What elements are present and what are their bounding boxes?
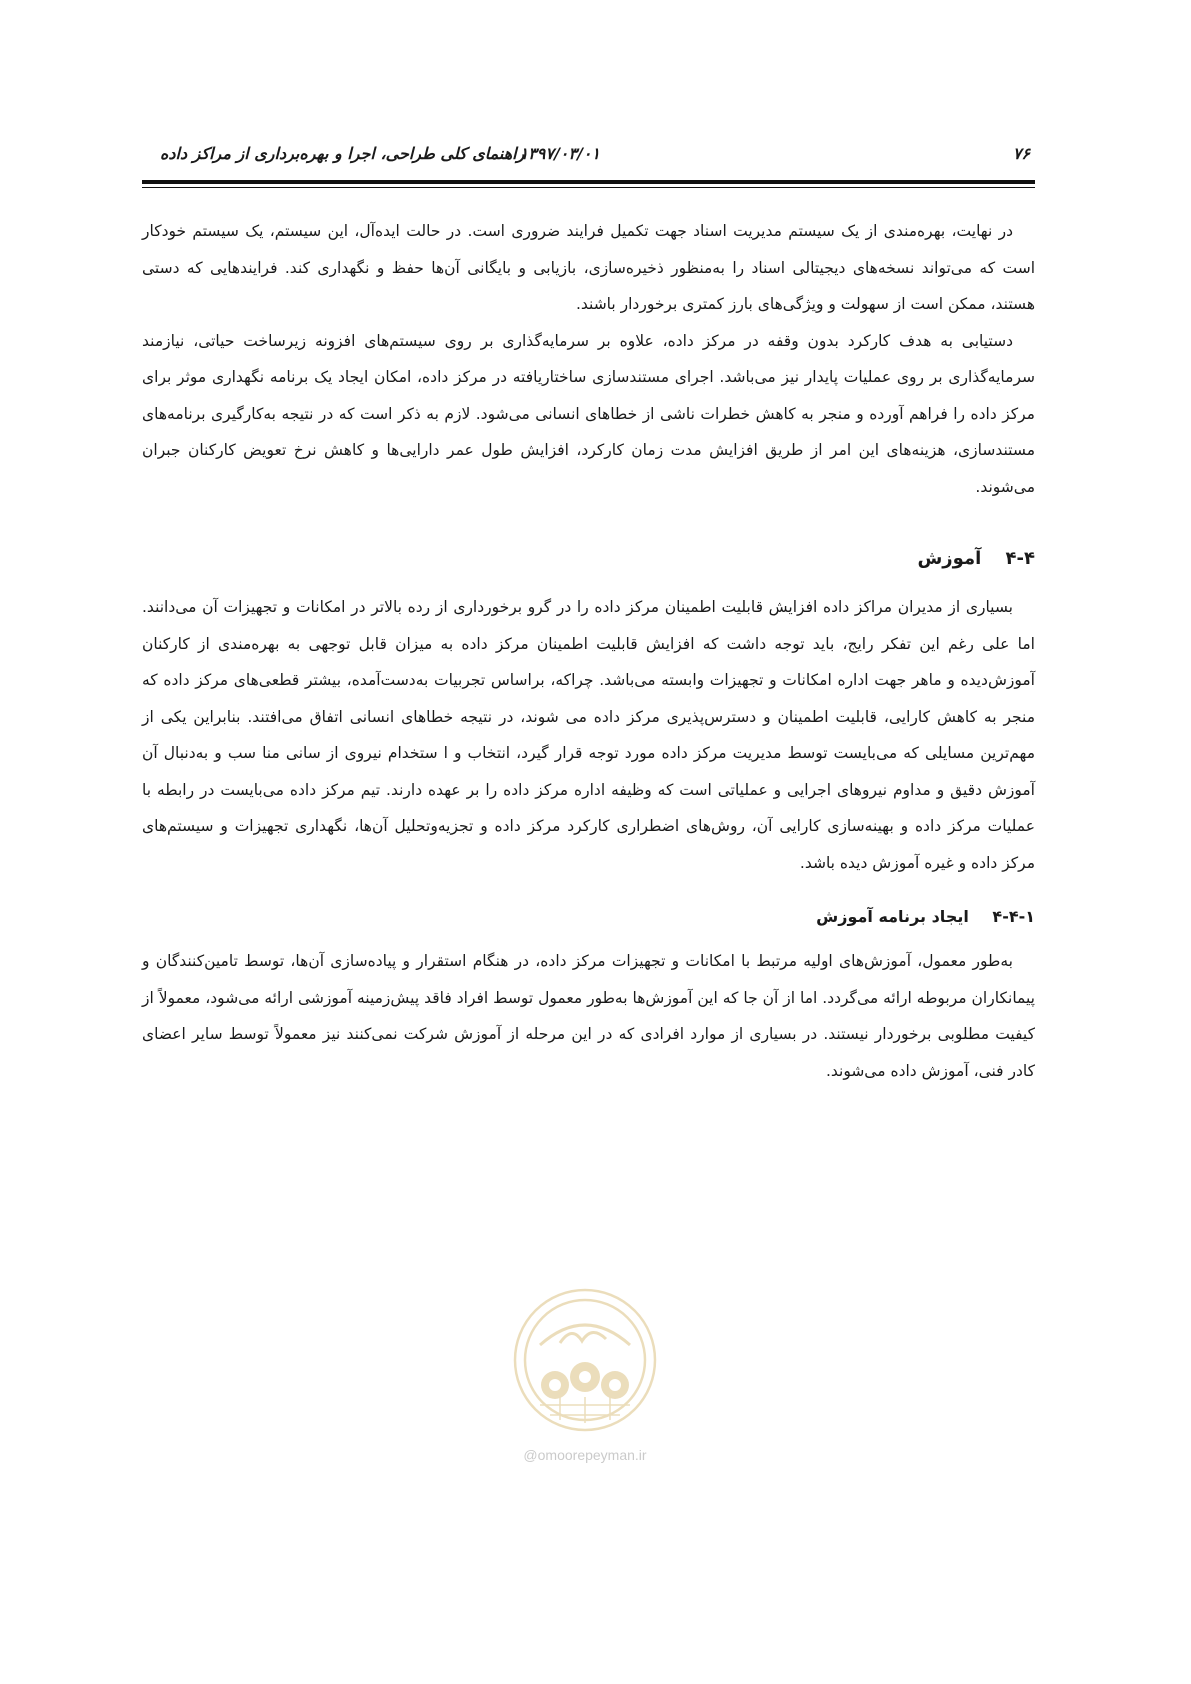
section-title: آموزش [917,548,982,569]
subsection-heading [142,897,1035,937]
running-title: راهنمای کلی طراحی، اجرا و بهره‌برداری از مراکز داده [160,144,525,163]
section-number: ۴-۴ [1005,548,1035,569]
page-header [160,140,1030,174]
section-heading [142,539,1035,579]
subsection-number: ۴-۴-۱ [992,907,1035,926]
intro-paragraph-2: دستیابی به هدف کارکرد بدون وقفه در مرکز داده، علاوه بر سرمایه‌گذاری بر روی سیستم‌های افزونه زیرساخت حیاتی، نیازمند سرمایه‌گذاری بر روی عملیات پایدار نیز می‌باشد. اجرای مستندسازی ساختاریافته در مرکز داده، امکان ایجاد یک برنامه نگهداری موثر برای مرکز داده را فراهم آورده و منجر به کاهش خطرات ناشی از خطاهای انسانی می‌شود. لازم به ذکر است که در نتیجه به‌کارگیری برنامه‌های مستندسازی، هزینه‌های این امر از طریق افزایش مدت زمان کارکرد، افزایش طول عمر دارایی‌ها و کاهش نرخ تعویض کارکنان جبران می‌شوند. [142,331,1035,496]
page-number: ۷۶ [1012,144,1030,163]
header-rule-thin [142,187,1035,188]
watermark-logo-icon [510,1285,660,1435]
intro-paragraph-1: در نهایت، بهره‌مندی از یک سیستم مدیریت اسناد جهت تکمیل فرایند ضروری است. در حالت ایده‌آل، این سیستم، یک سیستم خودکار است که می‌تواند نسخه‌های دیجیتالی اسناد را به‌منظور ذخیره‌سازی، بازیابی و بایگانی آن‌ها حفظ و نگهداری کند. فرایندهایی که دستی هستند، ممکن است از سهولت و ویژگی‌های بارز کمتری برخوردار باشند. [142,222,1035,313]
watermark-url: @omoorepeyman.ir [523,1447,647,1463]
page-content [142,213,1035,1089]
section-paragraph: بسیاری از مدیران مراکز داده افزایش قابلیت اطمینان مرکز داده را در گرو برخورداری از رده بالاتر در امکانات و تجهیزات آن می‌دانند. اما علی رغم این تفکر رایج، باید توجه داشت که افزایش قابلیت اطمینان مرکز داده به میزان قابل توجهی به بهره‌مندی از کارکنان آموزش‌دیده و ماهر جهت اداره امکانات و تجهیزات وابسته می‌باشد. چراکه، براساس تجربیات به‌دست‌آمده، بیشتر قطعی‌های مرکز داده که منجر به کاهش کارایی، قابلیت اطمینان و دسترس‌پذیری مرکز داده می شوند، در نتیجه خطاهای انسانی اتفاق می‌افتند. بنابراین یکی از مهم‌ترین مسایلی که می‌بایست توسط مدیریت مرکز داده مورد توجه قرار گیرد، انتخاب و ا ستخدام نیروی از سانی منا سب و به‌دنبال آن آموزش دقیق و مداوم نیروهای اجرایی و عملیاتی است که وظیفه اداره مرکز داده را بر عهده دارند. تیم مرکز داده می‌بایست در رابطه با عملیات مرکز داده و بهینه‌سازی کارایی آن، روش‌های اضطراری کارکرد مرکز داده و تجزیه‌وتحلیل آن‌ها، نگهداری تجهیزات و سیستم‌های مرکز داده و غیره آموزش دیده باشد. [142,598,1035,872]
header-rule [142,180,1035,184]
subsection-title: ایجاد برنامه آموزش [816,907,969,926]
subsection-paragraph: به‌طور معمول، آموزش‌های اولیه مرتبط با امکانات و تجهیزات مرکز داده، در هنگام استقرار و پیاده‌سازی آن‌ها، توسط تامین‌کنندگان و پیمانکاران مربوطه ارائه می‌گردد. اما از آن جا که این آموزش‌ها به‌طور معمول توسط افراد فاقد پیش‌زمینه آموزشی ارائه می‌شود، معمولاً از کیفیت مطلوبی برخوردار نیستند. در بسیاری از موارد افرادی که در این مرحله از آموزش شرکت نمی‌کنند نیز معمولاً توسط سایر اعضای کادر فنی، آموزش داده می‌شوند. [142,952,1035,1080]
watermark [495,1285,675,1463]
header-date: ۱۳۹۷/۰۳/۰۱ [519,144,600,163]
